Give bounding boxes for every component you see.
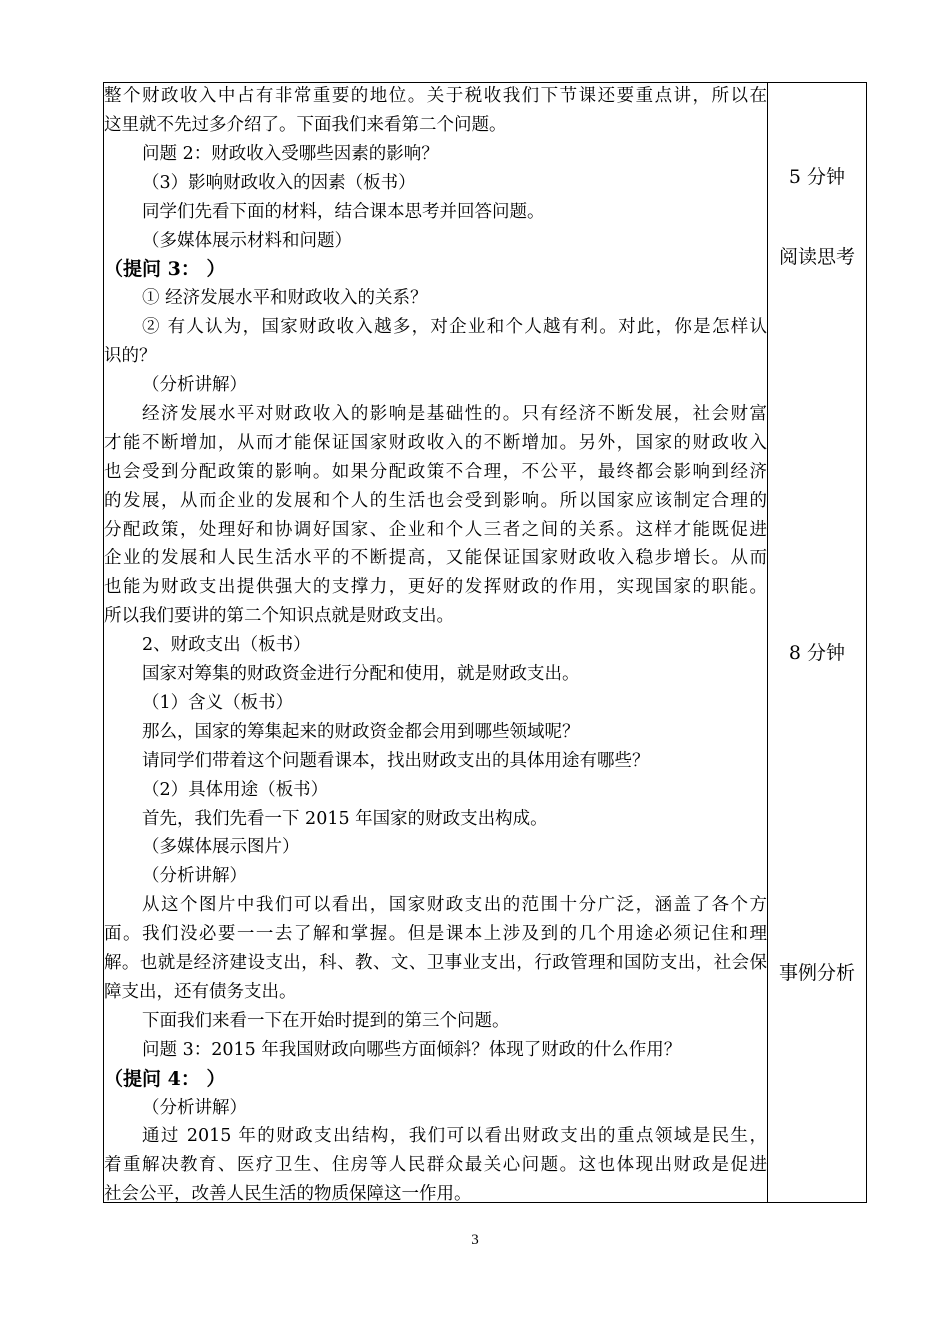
content-line: 分配政策，处理好和协调好国家、企业和个人三者之间的关系。这样才能既促进 <box>104 519 767 540</box>
content-line: 社会公平，改善人民生活的物质保障这一作用。 <box>104 1184 472 1205</box>
content-line: （提问 4： ） <box>104 1067 226 1090</box>
content-line: （2）具体用途（板书） <box>142 779 329 800</box>
content-line: 从这个图片中我们可以看出，国家财政支出的范围十分广泛，涵盖了各个方 <box>142 895 767 916</box>
activity-label-case-analysis: 事例分析 <box>778 962 855 984</box>
content-line: （多媒体展示图片） <box>142 837 300 858</box>
content-line: （提问 3： ） <box>104 258 226 281</box>
content-line: 企业的发展和人民生活水平的不断提高，又能保证国家财政收入稳步增长。从而 <box>104 548 767 569</box>
content-line: 同学们先看下面的材料，结合课本思考并回答问题。 <box>142 201 545 222</box>
content-line: 问题 2：财政收入受哪些因素的影响？ <box>142 143 439 164</box>
page-number: 3 <box>471 1232 479 1248</box>
content-line: 解。也就是经济建设支出，科、教、文、卫事业支出，行政管理和国防支出，社会保 <box>104 953 767 973</box>
content-line: （分析讲解） <box>142 1097 247 1118</box>
content-line: 才能不断增加，从而才能保证国家财政收入的不断增加。另外，国家的财政收入 <box>104 432 767 453</box>
content-line: （1）含义（板书） <box>142 692 294 713</box>
content-line: 下面我们来看一下在开始时提到的第三个问题。 <box>142 1010 510 1031</box>
content-line: 识的？ <box>104 346 157 367</box>
content-line: ② 有人认为，国家财政收入越多，对企业和个人越有利。对此，你是怎样认 <box>142 317 767 338</box>
content-line: 也会受到分配政策的影响。如果分配政策不合理，不公平，最终都会影响到经济 <box>104 461 767 482</box>
lesson-table <box>103 82 867 1203</box>
content-line: （分析讲解） <box>142 866 247 887</box>
content-line: 那么，国家的筹集起来的财政资金都会用到哪些领域呢？ <box>142 721 580 742</box>
content-line: （分析讲解） <box>142 375 247 395</box>
content-line: 2、财政支出（板书） <box>142 635 311 656</box>
content-line: 所以我们要讲的第二个知识点就是财政支出。 <box>104 606 454 627</box>
time-label-5min: 5 分钟 <box>788 166 846 188</box>
content-line: 整个财政收入中占有非常重要的地位。关于税收我们下节课还要重点讲，所以在 <box>104 86 767 106</box>
activity-label-reading: 阅读思考 <box>778 246 855 268</box>
content-line: 问题 3：2015 年我国财政向哪些方面倾斜？体现了财政的什么作用？ <box>142 1039 682 1060</box>
content-line: 的发展，从而企业的发展和个人的生活也会受到影响。所以国家应该制定合理的 <box>104 490 767 511</box>
content-line: 也能为财政支出提供强大的支撑力，更好的发挥财政的作用，实现国家的职能。 <box>104 577 767 598</box>
content-line: ① 经济发展水平和财政收入的关系？ <box>142 288 428 309</box>
content-line: 面。我们没必要一一去了解和掌握。但是课本上涉及到的几个用途必须记住和理 <box>104 924 767 945</box>
content-line: 通过 2015 年的财政支出结构，我们可以看出财政支出的重点领域是民生， <box>142 1126 767 1147</box>
time-activity-cell <box>768 83 866 1202</box>
content-line: 经济发展水平对财政收入的影响是基础性的。只有经济不断发展，社会财富 <box>142 403 767 424</box>
content-line: 国家对筹集的财政资金进行分配和使用，就是财政支出。 <box>142 664 580 684</box>
content-line: （3）影响财政收入的因素（板书） <box>142 172 416 193</box>
content-line: 障支出，还有债务支出。 <box>104 981 297 1002</box>
content-line: 请同学们带着这个问题看课本，找出财政支出的具体用途有哪些？ <box>142 750 650 771</box>
content-line: 着重解决教育、医疗卫生、住房等人民群众最关心问题。这也体现出财政是促进 <box>104 1155 767 1176</box>
content-line: 首先，我们先看一下 2015 年国家的财政支出构成。 <box>142 808 548 829</box>
time-label-8min: 8 分钟 <box>788 642 846 664</box>
content-line: 这里就不先过多介绍了。下面我们来看第二个问题。 <box>104 114 507 135</box>
content-line: （多媒体展示材料和问题） <box>142 230 352 251</box>
